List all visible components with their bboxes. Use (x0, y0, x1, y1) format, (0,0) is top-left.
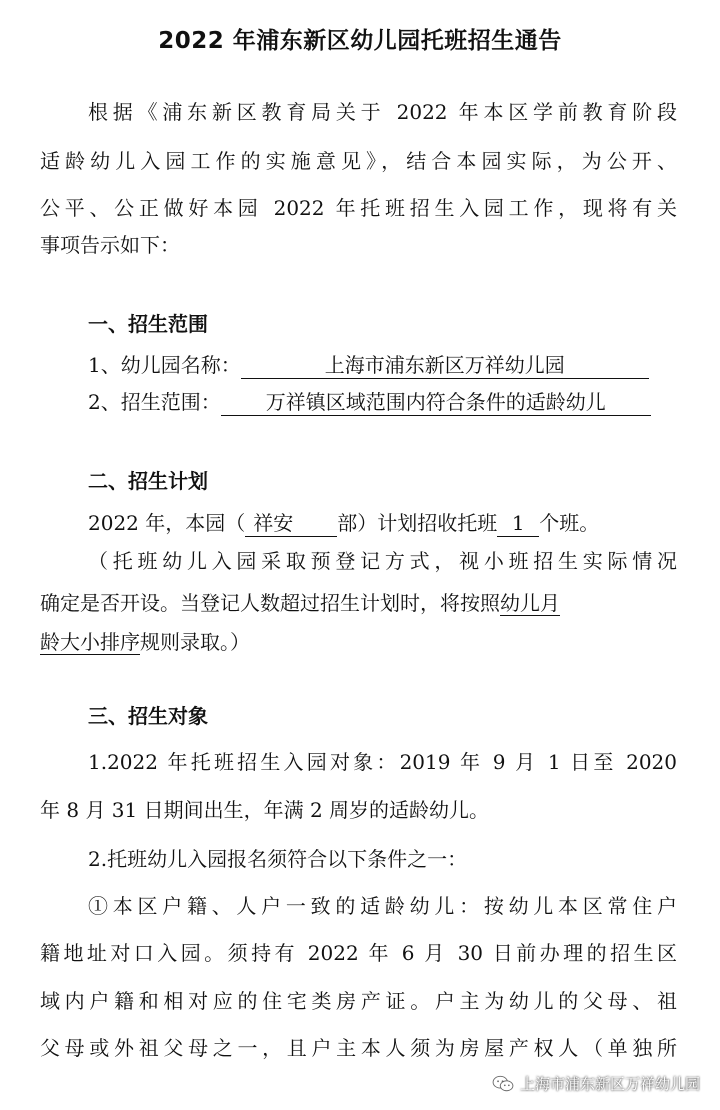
class-count-value: 1 (497, 510, 539, 537)
target-line-1: 1.2022 年托班招生入园对象：2019 年 9 月 1 日至 2020 (88, 750, 677, 774)
target-line-2: 年 8 月 31 日期间出生，年满 2 周岁的适龄幼儿。 (40, 798, 490, 822)
intro-line-1: 根据《浦东新区教育局关于 2022 年本区学前教育阶段 (88, 100, 677, 124)
section-heading-scope: 一、招生范围 (88, 312, 208, 336)
watermark (492, 1073, 700, 1094)
intro-line-3: 公平、公正做好本园 2022 年托班招生入园工作，现将有关 (40, 196, 677, 220)
plan-note-emphasis-2: 龄大小排序 (40, 630, 140, 654)
conditions-intro: 2.托班幼儿入园报名须符合以下条件之一： (88, 847, 468, 871)
plan-note-text-3: 规则录取。） (140, 630, 250, 654)
plan-note-line-1: （托班幼儿入园采取预登记方式，视小班招生实际情况 (88, 549, 677, 573)
kindergarten-name-value: 上海市浦东新区万祥幼儿园 (241, 352, 649, 379)
section-heading-plan: 二、招生计划 (88, 469, 208, 493)
condition-line-4: 父母或外祖父母之一，且户主本人须为房屋产权人（单独所 (40, 1036, 677, 1060)
enrollment-scope-label: 2、招生范围： (88, 390, 221, 414)
enrollment-scope-value: 万祥镇区域范围内符合条件的适龄幼儿 (221, 389, 651, 416)
plan-text-c: 个班。 (539, 511, 600, 535)
plan-note-line-3 (40, 627, 250, 657)
kindergarten-name-row (88, 350, 649, 380)
plan-text-a: 2022 年，本园（ (88, 511, 246, 535)
kindergarten-name-label: 1、幼儿园名称： (88, 353, 241, 377)
condition-line-3: 域内户籍和相对应的住宅类房产证。户主为幼儿的父母、祖 (40, 989, 677, 1013)
plan-note-emphasis-1: 幼儿月 (500, 591, 560, 615)
page-title: 2022 年浦东新区幼儿园托班招生通告 (158, 28, 562, 54)
plan-note-text-2: 确定是否开设。当登记人数超过招生计划时，将按照 (40, 591, 500, 615)
intro-line-4: 事项告示如下： (40, 233, 180, 257)
campus-value: 祥安 (245, 510, 337, 537)
intro-line-2: 适龄幼儿入园工作的实施意见》，结合本园实际，为公开、 (40, 149, 677, 173)
plan-note-line-2 (40, 588, 560, 618)
wechat-icon (492, 1075, 514, 1093)
plan-line (88, 508, 599, 538)
section-heading-target: 三、招生对象 (88, 704, 208, 728)
plan-text-b: 部）计划招收托班 (337, 511, 498, 535)
enrollment-scope-row (88, 387, 651, 417)
watermark-text: 上海市浦东新区万祥幼儿园 (519, 1075, 700, 1093)
condition-line-2: 籍地址对口入园。须持有 2022 年 6 月 30 日前办理的招生区 (40, 941, 677, 965)
condition-line-1: ①本区户籍、人户一致的适龄幼儿：按幼儿本区常住户 (88, 894, 677, 918)
